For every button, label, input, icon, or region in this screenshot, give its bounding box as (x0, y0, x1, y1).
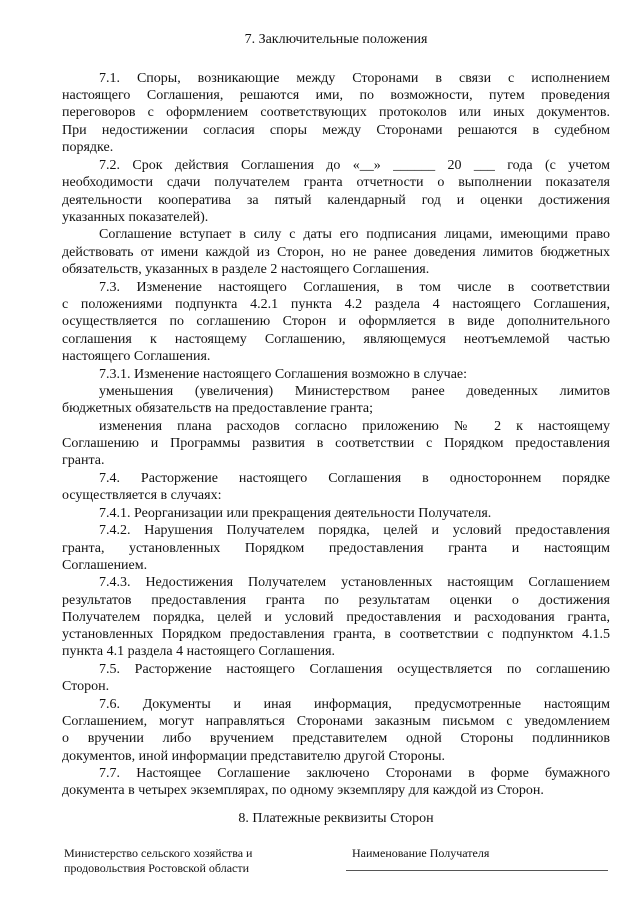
paragraph-line: 7.2. Срок действия Соглашения до «__» ______ 20 ___ года (с учетом (99, 158, 610, 173)
paragraph-line: 7.4. Расторжение настоящего Соглашения в одностороннем порядке (99, 471, 610, 486)
paragraph-line: указанных показателей). (62, 210, 209, 225)
paragraph-line: изменения плана расходов согласно приложению № 2 к настоящему (99, 419, 610, 434)
paragraph-line: соглашения к настоящему Соглашению, являющемуся неотъемлемой частью (62, 332, 610, 347)
paragraph-line: пункта 4.1 раздела 4 настоящего Соглашения. (62, 644, 336, 659)
paragraph-line: 7.1. Споры, возникающие между Сторонами в связи с исполнением (99, 71, 610, 86)
paragraph-line: 7.5. Расторжение настоящего Соглашения осуществляется по соглашению (99, 662, 610, 677)
paragraph-line: настоящего Соглашения, решаются ими, по возможности, путем проведения (62, 88, 610, 103)
left-party-name-line-1: Министерство сельского хозяйства и (64, 846, 253, 860)
paragraph-line: Соглашением, могут направляться Сторонами заказным письмом с уведомлением (62, 714, 610, 729)
paragraph-line: При недостижении согласия споры между Сторонами решаются в судебном (62, 123, 610, 138)
paragraph-line: необходимости сдачи получателем гранта отчетности о выполнении показателя (62, 175, 610, 190)
paragraph-line: настоящего Соглашения. (62, 349, 211, 364)
paragraph-line: Соглашение вступает в силу с даты его подписания лицами, имеющими право (99, 227, 610, 242)
paragraph-line: с положениями подпункта 4.2.1 пункта 4.2 раздела 4 настоящего Соглашения, (62, 297, 610, 312)
paragraph-line: 7.7. Настоящее Соглашение заключено Сторонами в форме бумажного (99, 766, 610, 781)
paragraph-line: установленных Порядком предоставления гранта, в соответствии с подпунктом 4.1.5 (62, 627, 610, 642)
paragraph-line: результатов предоставления гранта по результатам оценки о достижения (62, 593, 610, 608)
section-7-title: 7. Заключительные положения (244, 32, 428, 47)
paragraph-line: бюджетных обязательств на предоставление гранта; (62, 401, 374, 416)
paragraph-line: 7.4.3. Недостижения Получателем установленных настоящим Соглашением (99, 575, 610, 590)
paragraph-line: порядке. (62, 140, 114, 155)
paragraph-line: 7.6. Документы и иная информация, предусмотренные настоящим (99, 697, 610, 712)
paragraph-line: документов, иной информации представителю другой Стороны. (62, 749, 445, 764)
section-8-title: 8. Платежные реквизиты Сторон (238, 811, 434, 826)
paragraph-line: осуществляется по соглашению Сторон и оформляется в виде дополнительного (62, 314, 610, 329)
right-party-signature-line (346, 870, 608, 871)
paragraph-line: 7.3.1. Изменение настоящего Соглашения возможно в случае: (99, 367, 468, 382)
paragraph-line: осуществляется в случаях: (62, 488, 222, 503)
paragraph-line: Сторон. (62, 679, 110, 694)
paragraph-line: документа в четырех экземплярах, по одному экземпляру для каждой из Сторон. (62, 783, 544, 798)
paragraph-line: о вручении либо вручением представителем одной Стороны подлинников (62, 731, 610, 746)
paragraph-line: 7.3. Изменение настоящего Соглашения, в том числе в соответствии (99, 280, 610, 295)
paragraph-line: гранта. (62, 453, 105, 468)
paragraph-line: гранта, установленных Порядком предоставления гранта и настоящим (62, 541, 610, 556)
right-party-name: Наименование Получателя (352, 846, 490, 860)
paragraph-line: действовать от имени каждой из Сторон, но не ранее доведения лимитов бюджетных (62, 245, 610, 260)
paragraph-line: Соглашением. (62, 558, 148, 573)
paragraph-line: 7.4.1. Реорганизации или прекращения деятельности Получателя. (99, 506, 492, 521)
paragraph-line: уменьшения (увеличения) Министерством ранее доведенных лимитов (99, 384, 610, 399)
paragraph-line: 7.4.2. Нарушения Получателем порядка, целей и условий предоставления (99, 523, 610, 538)
paragraph-line: обязательств, указанных в разделе 2 настоящего Соглашения. (62, 262, 430, 277)
paragraph-line: Соглашению и Программы развития в соответствии с Порядком предоставления (62, 436, 610, 451)
paragraph-line: переговоров с оформлением соответствующих протоколов или иных документов. (62, 105, 610, 120)
paragraph-line: деятельности кооператива за пятый календарный год и оценки достижения (62, 193, 610, 208)
paragraph-line: Получателем порядка, целей и условий предоставления и расходования гранта, (62, 610, 610, 625)
left-party-name-line-2: продовольствия Ростовской области (64, 861, 250, 875)
